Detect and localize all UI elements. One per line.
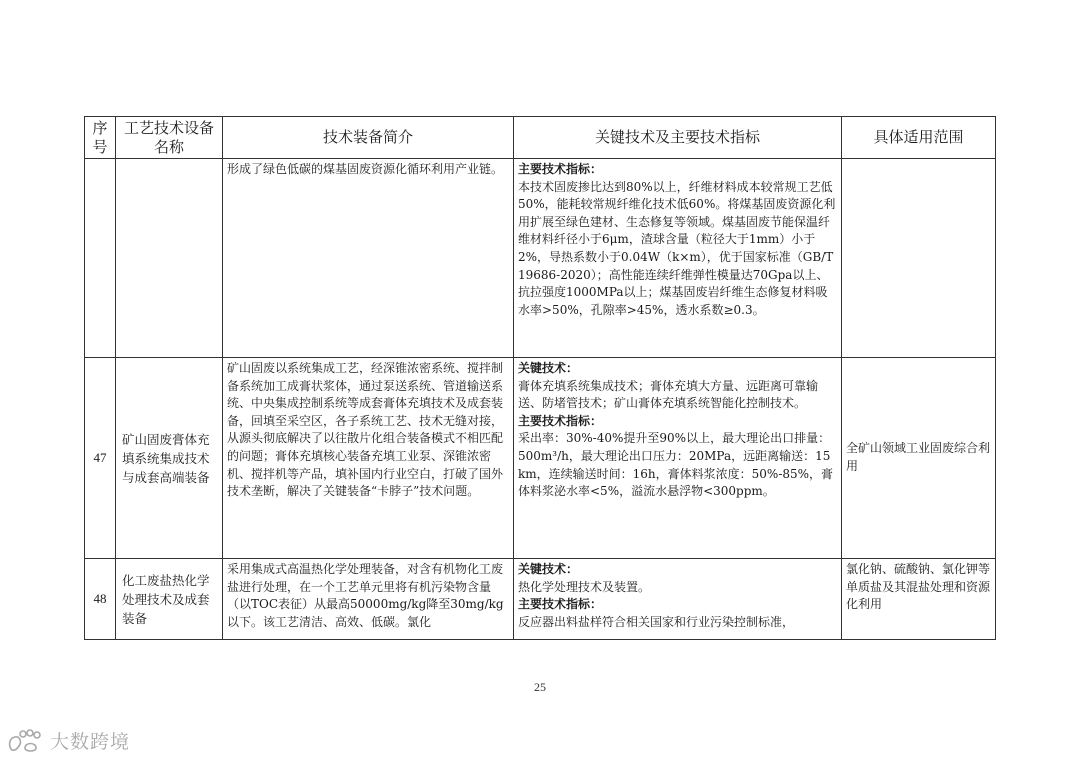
header-intro: 技术装备简介	[223, 117, 514, 159]
section-heading: 关键技术：	[518, 562, 579, 576]
watermark-text: 大数跨境	[50, 731, 131, 753]
table-header-row	[85, 117, 996, 159]
row-intro: 采用集成式高温热化学处理装备，对含有机物化工废盐进行处理，在一个工艺单元里将有机污染物含量（以TOC表征）从最高50000mg/kg降至30mg/kg以下。该工艺清洁、高效、低碳。氯化	[223, 559, 514, 640]
row-scope: 全矿山领域工业固废综合利用	[842, 358, 996, 559]
row-intro: 形成了绿色低碳的煤基固废资源化循环利用产业链。	[223, 159, 514, 358]
row-key	[514, 559, 842, 640]
section-text: 膏体充填系统集成技术；膏体充填大方量、远距离可靠输送、防堵管技术；矿山膏体充填系统智能化控制技术。	[518, 378, 819, 411]
technology-table	[84, 116, 996, 640]
row-key	[514, 159, 842, 358]
row-number: 48	[85, 559, 116, 640]
page-number: 25	[534, 680, 546, 694]
section-text: 采出率：30%-40%提升至90%以上，最大理论出口排量：500m³/h，最大理论出口压力：20MPa，远距离输送：15km，连续输送时间：16h，膏体料浆浓度：50%-85%，膏体料浆泌水率<5%，溢流水悬浮物<300ppm。	[518, 431, 834, 499]
section-heading: 主要技术指标：	[518, 413, 603, 428]
row-name: 化工废盐热化学处理技术及成套装备	[116, 559, 223, 640]
row-name: 矿山固废膏体充填系统集成技术与成套高端装备	[116, 358, 223, 559]
header-no: 序号	[85, 117, 116, 159]
section-heading: 主要技术指标：	[518, 162, 603, 176]
watermark	[6, 727, 130, 754]
header-key: 关键技术及主要技术指标	[514, 117, 842, 159]
row-number: 47	[85, 358, 116, 559]
table-row	[85, 559, 996, 640]
header-scope: 具体适用范围	[842, 117, 996, 159]
section-text: 热化学处理技术及装置。	[518, 579, 651, 594]
row-name	[116, 159, 223, 358]
row-scope: 氯化钠、硫酸钠、氯化钾等单质盐及其混盐处理和资源化利用	[842, 559, 996, 640]
row-scope	[842, 159, 996, 358]
row-intro: 矿山固废以系统集成工艺，经深锥浓密系统、搅拌制备系统加工成膏状浆体，通过泵送系统、管道输送系统、中央集成控制系统等成套膏体充填技术及成套装备，回填至采空区，各子系统工艺、技术无缝对接，从源头彻底解决了以往散片化组合装备模式不相匹配的问题；膏体充填核心装备充填工业泵、深锥浓密机、搅拌机等产品，填补国内行业空白，打破了国外技术垄断，解决了关键装备“卡脖子”技术问题。	[223, 358, 514, 559]
paw-logo-icon	[6, 728, 46, 754]
row-number	[85, 159, 116, 358]
section-text: 本技术固废掺比达到80%以上，纤维材料成本较常规工艺低50%，能耗较常规纤维化技术低60%。将煤基固废资源化利用扩展至绿色建材、生态修复等领域。煤基固废节能保温纤维材料纤径小于6μm，渣球含量（粒径大于1mm）小于2%，导热系数小于0.04W（k×m），优于国家标准（GB/T 19686-2020）；高性能连续纤维弹性模量达70Gpa以上、抗拉强度1000MPa以上；煤基固废岩纤维生态修复材料吸水率>50%，孔隙率>45%，透水系数≥0.3。	[518, 179, 836, 317]
table-row	[85, 358, 996, 559]
section-heading: 关键技术：	[518, 361, 579, 375]
section-heading: 主要技术指标：	[518, 597, 603, 612]
row-key	[514, 358, 842, 559]
section-text: 反应器出料盐样符合相关国家和行业污染控制标准，	[518, 614, 795, 629]
header-name: 工艺技术设备名称	[116, 117, 223, 159]
table-row	[85, 159, 996, 358]
